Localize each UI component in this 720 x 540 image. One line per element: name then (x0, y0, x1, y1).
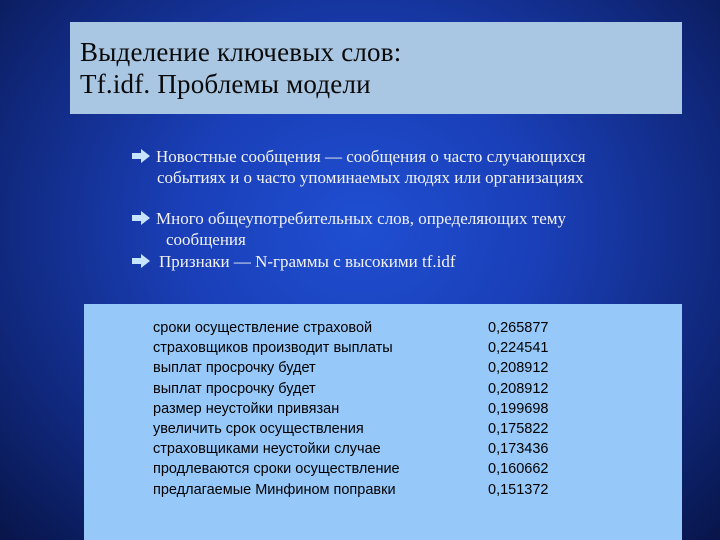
slide-title-line-2: Tf.idf. Проблемы модели (80, 69, 371, 99)
ngram-phrase: выплат просрочку будет (153, 360, 316, 377)
bullet-item (132, 146, 692, 188)
tfidf-score: 0,175822 (488, 420, 549, 437)
slide-title-line-1: Выделение ключевых слов: (80, 37, 402, 67)
ngram-phrase: страховщиками неустойки случае (153, 441, 381, 458)
bullet-text-continuation: событиях и о часто упоминаемых людях или организациях (157, 168, 584, 187)
arrow-right-icon (132, 211, 150, 225)
slide-title (70, 22, 682, 114)
tfidf-score: 0,208912 (488, 360, 549, 377)
ngram-phrase: сроки осуществление страховой (153, 320, 373, 336)
bullet-list (132, 146, 692, 272)
arrow-right-icon (132, 149, 150, 163)
ngram-phrase: продлеваются сроки осуществление (153, 461, 400, 478)
tfidf-score: 0,160662 (488, 461, 549, 478)
bullet-item (132, 208, 692, 250)
bullet-item (132, 251, 692, 272)
ngram-phrase: предлагаемые Минфином поправки (153, 481, 396, 498)
tfidf-score: 0,265877 (488, 320, 549, 336)
tfidf-score: 0,173436 (488, 441, 549, 458)
tfidf-score: 0,224541 (488, 340, 549, 357)
tfidf-score: 0,151372 (488, 481, 549, 498)
bullet-text: Признаки — N-граммы с высокими tf.idf (159, 252, 456, 271)
bullet-text-continuation: сообщения (166, 230, 246, 249)
bullet-text: Много общеупотребительных слов, определяющих тему (156, 209, 567, 228)
ngram-phrase: увеличить срок осуществления (153, 420, 364, 437)
ngram-phrase: выплат просрочку будет (153, 380, 316, 397)
ngram-phrase: размер неустойки привязан (153, 400, 340, 417)
tfidf-score: 0,208912 (488, 380, 549, 397)
tfidf-score: 0,199698 (488, 400, 549, 417)
arrow-right-icon (132, 254, 150, 268)
ngram-phrase: страховщиков производит выплаты (153, 340, 393, 357)
bullet-text: Новостные сообщения — сообщения о часто случающихся (156, 147, 586, 166)
